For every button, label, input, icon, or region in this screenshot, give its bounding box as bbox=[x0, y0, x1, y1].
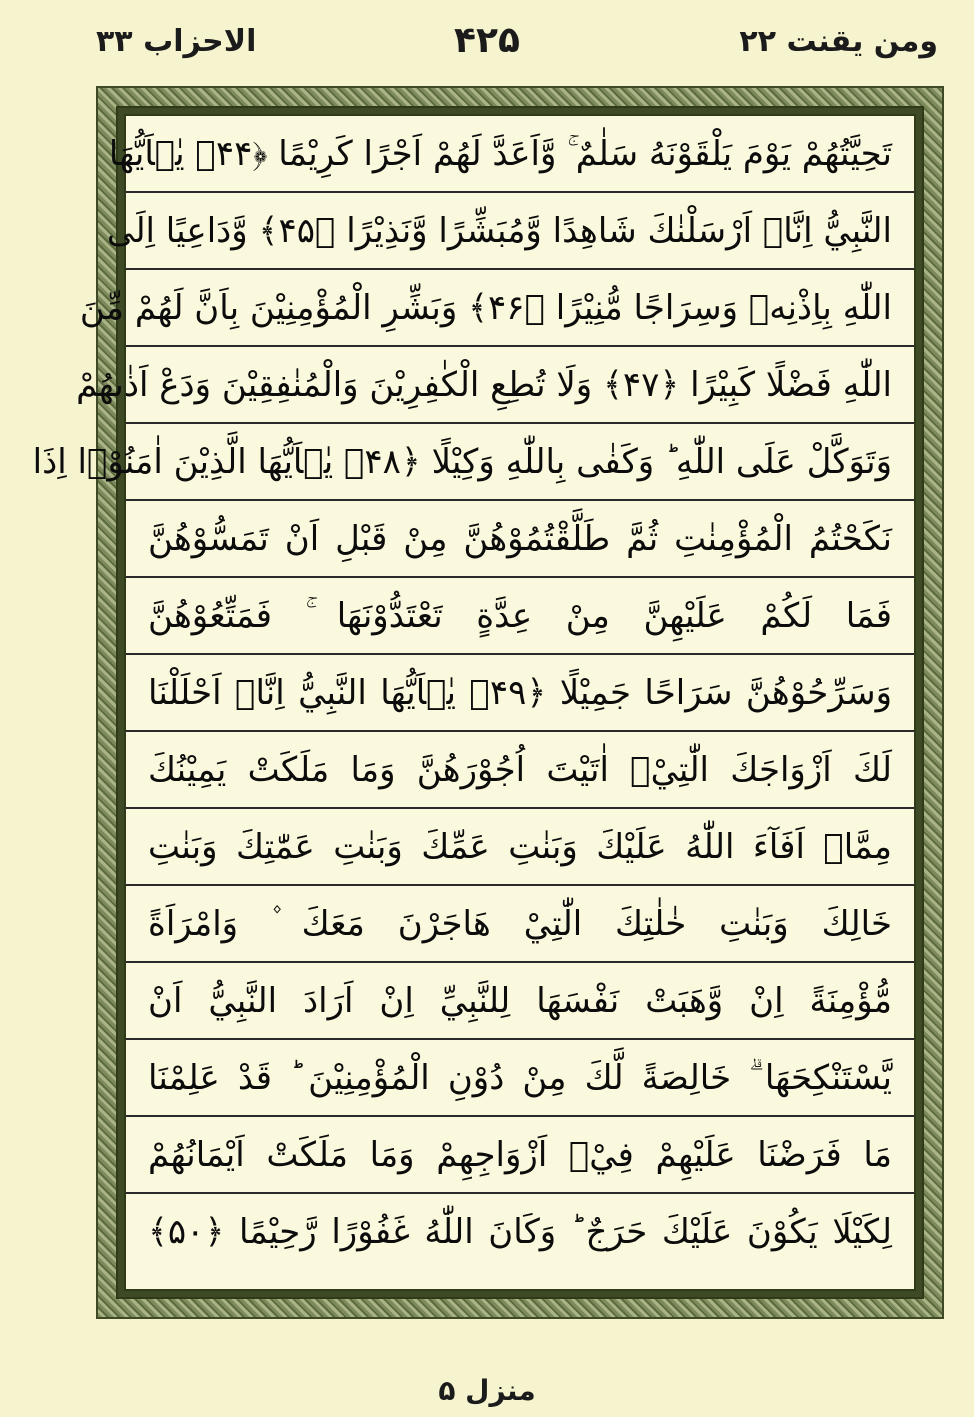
text-line-5: وَتَوَكَّلْ عَلَى اللّٰهِ ؕ وَكَفٰى بِاللّٰهِ وَكِيْلًا ﴿۴۸﴾ يٰۤاَيُّهَا الَّذِيْنَ اٰمَنُوْۤا اِذَا bbox=[126, 424, 914, 501]
surah-name: الاحزاب ۳۳ bbox=[96, 24, 257, 59]
text-line-1: تَحِيَّتُهُمْ يَوْمَ يَلْقَوْنَهُ سَلٰمٌ ۚ وَّاَعَدَّ لَهُمْ اَجْرًا كَرِيْمًا ﴿۴۴﴾ يٰۤاَيُّهَا bbox=[126, 116, 914, 193]
text-line-11: خَالِكَ وَبَنٰتِ خٰلٰتِكَ الّٰتِيْ هَاجَرْنَ مَعَكَ ۫ وَامْرَاَةً bbox=[126, 886, 914, 963]
text-line-12: مُّؤْمِنَةً اِنْ وَّهَبَتْ نَفْسَهَا لِلنَّبِيِّ اِنْ اَرَادَ النَّبِيُّ اَنْ bbox=[126, 963, 914, 1040]
page-header bbox=[0, 20, 974, 76]
para-name: ومن یقنت ۲۲ bbox=[739, 24, 938, 59]
text-line-6: نَكَحْتُمُ الْمُؤْمِنٰتِ ثُمَّ طَلَّقْتُمُوْهُنَّ مِنْ قَبْلِ اَنْ تَمَسُّوْهُنَّ bbox=[126, 501, 914, 578]
page-number: ۴۲۵ bbox=[454, 20, 520, 61]
text-line-2: النَّبِيُّ اِنَّاۤ اَرْسَلْنٰكَ شَاهِدًا وَّمُبَشِّرًا وَّنَذِيْرًا ﴿۴۵﴾ وَّدَاعِيًا اِلَى bbox=[126, 193, 914, 270]
text-line-9: لَكَ اَزْوَاجَكَ الّٰتِيْۤ اٰتَيْتَ اُجُوْرَهُنَّ وَمَا مَلَكَتْ يَمِيْنُكَ bbox=[126, 732, 914, 809]
text-line-4: اللّٰهِ فَضْلًا كَبِيْرًا ﴿۴۷﴾ وَلَا تُطِعِ الْكٰفِرِيْنَ وَالْمُنٰفِقِيْنَ وَدَعْ اَذٰىهُمْ bbox=[126, 347, 914, 424]
text-line-7: فَمَا لَكُمْ عَلَيْهِنَّ مِنْ عِدَّةٍ تَعْتَدُّوْنَهَا ۚ فَمَتِّعُوْهُنَّ bbox=[126, 578, 914, 655]
manzil-label: منزل ۵ bbox=[438, 1374, 536, 1407]
text-line-14: مَا فَرَضْنَا عَلَيْهِمْ فِيْۤ اَزْوَاجِهِمْ وَمَا مَلَكَتْ اَيْمَانُهُمْ bbox=[126, 1117, 914, 1194]
text-line-3: اللّٰهِ بِاِذْنِهٖ وَسِرَاجًا مُّنِيْرًا ﴿۴۶﴾ وَبَشِّرِ الْمُؤْمِنِيْنَ بِاَنَّ لَهُمْ مِّنَ bbox=[126, 270, 914, 347]
text-line-10: مِمَّاۤ اَفَآءَ اللّٰهُ عَلَيْكَ وَبَنٰتِ عَمِّكَ وَبَنٰتِ عَمّٰتِكَ وَبَنٰتِ bbox=[126, 809, 914, 886]
text-line-13: يَّسْتَنْكِحَهَا ۗ خَالِصَةً لَّكَ مِنْ دُوْنِ الْمُؤْمِنِيْنَ ؕ قَدْ عَلِمْنَا bbox=[126, 1040, 914, 1117]
verse-text-area bbox=[32, 114, 916, 1291]
text-line-8: وَسَرِّحُوْهُنَّ سَرَاحًا جَمِيْلًا ﴿۴۹﴾ يٰۤاَيُّهَا النَّبِيُّ اِنَّاۤ اَحْلَلْنَا bbox=[126, 655, 914, 732]
text-line-15: لِكَيْلَا يَكُوْنَ عَلَيْكَ حَرَجٌ ؕ وَكَانَ اللّٰهُ غَفُوْرًا رَّحِيْمًا ﴿۵۰﴾ bbox=[148, 1212, 892, 1252]
